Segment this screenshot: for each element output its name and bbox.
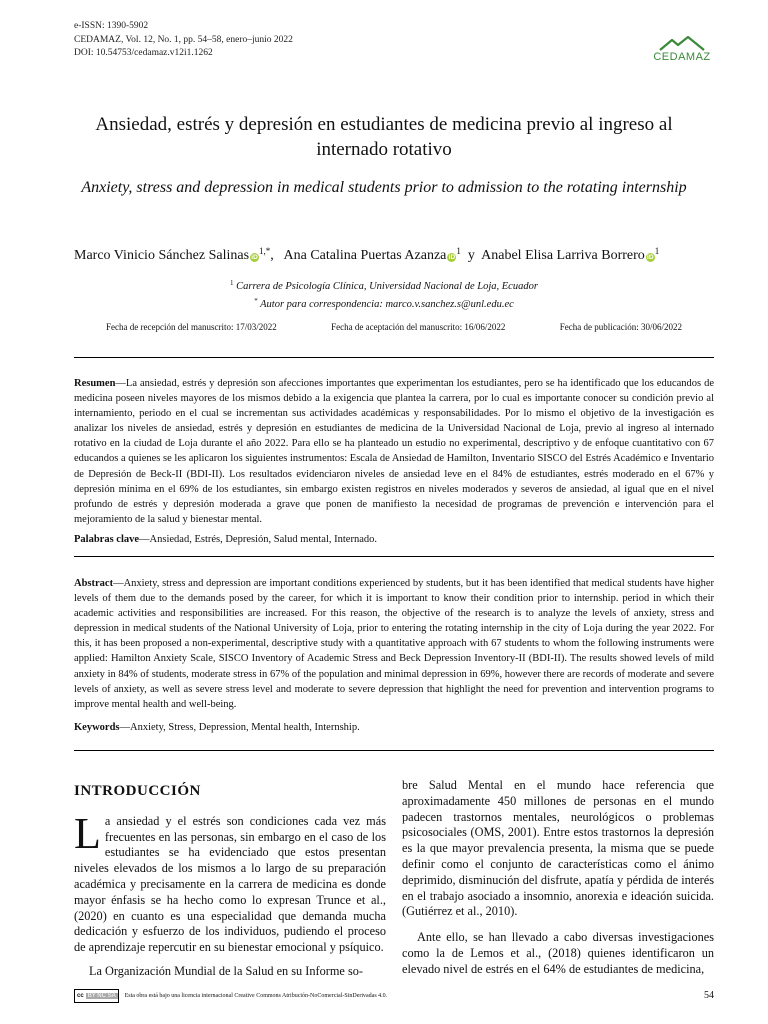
date-received: Fecha de recepción del manuscrito: 17/03/2022: [106, 322, 277, 332]
column-right: [402, 778, 714, 978]
paragraph: La Organización Mundial de la Salud en su Informe so-: [89, 963, 363, 978]
paper-subtitle: Anxiety, stress and depression in medical students prior to admission to the rotating internship: [81, 179, 687, 196]
abstract: Abstract—Anxiety, stress and depression are important conditions experienced by students, but it has been identified that medical students have higher levels of them due to the demands posed by the career, for which it is important to know their condition prior to internship. period in which their academic activities and responsibilities are increased. For this reason, the objective of the research is to analyze the levels of anxiety, stress and depression in medical students of the National University of Loja, prior to entering the rotating internship in the city of Loja during the year 2022. For this, it has been proposed a non-experimental, descriptive study with a quantitative approach with 67 students to whom the following instruments were applied: Hamilton Anxiety Scale, SISCO Inventory of Academic Stress and Beck Depression Inventory-II (BDI-II). The results showed levels of mild anxiety in 84% of students, moderate stress in 67% of the population and minimal depression in 69%, however there are records of moderate and severe levels of anxiety, as well as severe stress level and moderate to severe depression that highlight the need for prevention and intervention programs to improve mental health and well-being.: [74, 578, 714, 710]
author-name: Ana Catalina Puertas Azanza: [283, 248, 447, 263]
manuscript-dates: [74, 322, 714, 332]
column-left: [74, 784, 386, 980]
drop-cap: L: [74, 808, 101, 858]
orcid-icon[interactable]: iD: [251, 254, 258, 261]
affiliation: $^1$ Carrera de Psicología Clínica, Universidad Nacional de Loja, Ecuador: [230, 279, 538, 292]
journal-citation: CEDAMAZ, Vol. 12, No. 1, pp. 54–58, enero–junio 2022: [74, 34, 293, 45]
palabras-clave: Palabras clave—Ansiedad, Estrés, Depresión, Salud mental, Internado.: [74, 534, 377, 545]
orcid-icon[interactable]: iD: [647, 254, 654, 261]
author-sup: 1,*: [259, 246, 271, 256]
author-sup: 1: [654, 246, 660, 256]
author-list: Marco Vinicio Sánchez Salinas $iD^{1,*}$, Ana Catalina Puertas Azanza $iD^1$ y Anabel Elisa Larriva Borrero $iD^1$: [74, 246, 660, 263]
issn: e-ISSN: 1390-5902: [74, 21, 149, 31]
date-published: Fecha de publicación: 30/06/2022: [559, 322, 682, 332]
paragraph: Ante ello, se han llevado a cabo diversas investigaciones como la de Lemos et al., (2018) quienes identificaron un elevado nivel de estrés en el 64% de estudiantes de medicina,: [402, 930, 714, 976]
resumen: Resumen—La ansiedad, estrés y depresión son afecciones importantes que experimentan los estudiantes, pero se ha identificado que los educandos de medicina poseen niveles mayores de los mismos debido a la exigencia que plantea la carrera, por lo cual es importante conocer su condición previo al internamiento, periodo en el cual se incrementan sus actividades académicas y responsabilidades. Por lo mismo el objetivo de la investigación es analizar los niveles de ansiedad, estrés y depresión en estudiantes de medicina de la Universidad Nacional de Loja, previo al ingreso al internado rotativo en la ciudad de Loja durante el año 2022. Para ello se ha planteado un estudio no experimental, descriptivo y de enfoque cuantitativo con 67 educandos a quienes se les aplicaron los siguientes instrumentos: Escala de Ansiedad de Hamilton, Inventario SISCO del Estrés Académico e Inventario de Depresión de Beck-II (BDI-II). Los resultados evidenciaron niveles de ansiedad leve en el 84% de estudiantes, estrés moderado en el 67% y depresión mínima en el 69% de los estudiantes, sin embargo existen registros en niveles moderados y severos de ansiedad, al igual que en el nivel profundo de estrés y depresión moderada a grave que ponen de manifiesto la necesidad de programas de prevención e intervención para el mejoramiento de la salud y bienestar mental.: [74, 378, 714, 525]
author-sup: 1: [456, 246, 461, 256]
license-text: Esta obra está bajo una licencia internacional Creative Commons Atribución-NoComercial-SinDerivadas 4.0.: [124, 993, 388, 999]
journal-meta: [74, 20, 293, 61]
doi: DOI: 10.54753/cedamaz.v12i1.1262: [74, 48, 213, 58]
affiliations: [60, 276, 708, 312]
keywords: Keywords—Anxiety, Stress, Depression, Mental health, Internship.: [74, 722, 360, 733]
page-number: 54: [704, 990, 714, 1001]
section-heading: INTRODUCCIÓN: [74, 783, 201, 799]
mountain-icon: [658, 36, 706, 52]
date-accepted: Fecha de aceptación del manuscrito: 16/06/2022: [331, 322, 506, 332]
cedamaz-logo: [652, 36, 712, 63]
paragraph: La ansiedad y el estrés son condiciones cada vez más frecuentes en las personas, sin embargo en el caso de los estudiantes se ha evidenciado que estos presentan niveles elevados de los mismos a lo largo de su preparación académica y precisamente en la carrera de medicina es donde mayor énfasis se ha hecho como lo expresan Trunce et al., (2020) en cuanto es una especialidad que demanda mucha dedicación y esfuerzo de los individuos, pudiendo el proceso de aprendizaje repercutir en su bienestar emocional y psíquico.: [74, 808, 386, 955]
divider: [74, 750, 714, 751]
correspondence: * Autor para correspondencia: marco.v.sanchez.s@unl.edu.ec: [254, 297, 514, 310]
logo-text: CEDAMAZ: [653, 51, 711, 63]
divider: [74, 357, 714, 358]
paper-title: Ansiedad, estrés y depresión en estudiantes de medicina previo al ingreso al internado rotativo: [95, 114, 673, 160]
divider: [74, 556, 714, 557]
orcid-icon[interactable]: iD: [448, 254, 456, 261]
license-footer: [74, 989, 714, 1003]
author-name: Anabel Elisa Larriva Borrero: [481, 248, 645, 263]
author-name: Marco Vinicio Sánchez Salinas: [74, 248, 250, 263]
paragraph: bre Salud Mental en el mundo hace referencia que aproximadamente 450 millones de personas en el mundo padecen trastornos mentales, neurológicos o problemas psicosociales (OMS, 2001). Entre estos trastornos la depresión es la que mayor prevalencia presenta, la misma que se puede definir como el conjunto de características como el ánimo deprimido, disminución del disfrute, apatía y pérdida de interés en el trabajo asociado a insomnio, anorexia e ideación suicida. (Gutiérrez et al., 2010).: [402, 778, 714, 919]
cc-license-icon[interactable]: cc BY NC SA: [74, 989, 119, 1003]
